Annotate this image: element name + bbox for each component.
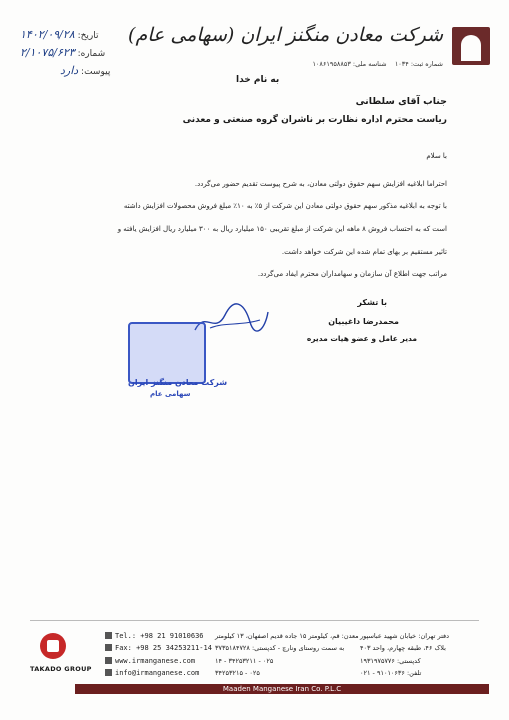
closing: با تشکر [357,298,387,307]
phone-icon [105,632,112,639]
footer-divider [30,620,479,621]
paragraph-4: تاثیر مستقیم بر بهای تمام شده این شرکت خواهد داشت. [281,248,447,256]
company-name: شرکت معادن منگنز ایران (سهامی عام) [128,24,443,46]
attachment-field [60,64,110,77]
national-id: شناسه ملی: ۱۰۸۶۱۹۵۸۸۵۳ [312,60,387,68]
globe-icon [105,657,112,664]
takado-label: TAKADO GROUP [30,665,92,673]
mine-fax: ۰۲۵ - ۳۴۲۵۳۲۱۵ [215,669,260,677]
footer-fax: Fax: +98 25 34253211-14 [105,644,212,652]
bismillah: به نام خدا [236,75,280,85]
takado-logo [40,633,66,659]
stamp-text-company: شرکت معادن منگنز ایران [128,378,228,387]
mine-address-1: معدن: قم، کیلومتر ۱۵ جاده قدیم اصفهان، ۱۳ کیلومتر [215,632,359,640]
mine-address-2: به سمت روستای ونارچ - کدپستی: ۳۷۳۵۱۸۴۷۲۸ [215,644,345,652]
number-label: شماره: [77,49,106,59]
company-stamp [128,322,206,384]
email-icon [105,669,112,676]
paragraph-3: است که به احتساب فروش ۸ ماهه این شرکت از مبلغ تقریبی ۱۵۰ میلیارد ریال به ۳۰۰ میلیارد ریال افزایش یافته و [117,225,447,233]
signer-title: مدیر عامل و عضو هیات مدیره [306,334,417,343]
signer-name: محمدرضا داغیبیان [328,317,399,326]
attachment-label: پیوست: [81,67,111,77]
number-value: ۲/۱۰۷۵/۶۲۳ [20,46,75,59]
fax-icon [105,644,112,651]
greeting: با سلام [426,152,447,160]
date-value: ۱۴۰۲/۰۹/۲۸ [20,28,75,41]
footer-company-bar: Maaden Manganese Iran Co. P.L.C [75,684,489,694]
date-label: تاریخ: [77,31,99,41]
recipient: جناب آقای سلطانی [355,96,447,107]
footer-email[interactable]: info@irmanganese.com [105,669,199,677]
footer-tel: Tel.: +98 21 91010636 [105,632,204,640]
registration-number: شماره ثبت: ۱۰۳۴ [394,60,443,68]
tehran-address-1: دفتر تهران: خیابان شهید عباسپور [360,632,450,640]
footer-web[interactable]: www.irmanganese.com [105,657,195,665]
paragraph-2: با توجه به ابلاغیه مذکور سهم حقوق دولتی معادن این شرکت از ۵٪ به ۱۰٪ مبلغ فروش محصولات افزایش داشته [123,202,447,210]
paragraph-5: مراتب جهت اطلاع آن سازمان و سهامداران محترم ایفاد می‌گردد. [257,270,447,278]
mine-phone: ۰۲۵ - ۳۴۲۵۳۲۱۱ - ۱۴ [215,657,274,665]
tehran-address-2: بلاک ۴۶، طبقه چهارم، واحد ۴۰۳ [360,644,446,652]
recipient-title: ریاست محترم اداره نظارت بر ناشران گروه صنعتی و معدنی [182,115,447,125]
date-field [20,28,99,41]
company-ids [312,60,443,68]
number-field [20,46,105,59]
stamp-text-type: سهامی عام [150,390,191,398]
company-logo [452,27,490,65]
paragraph-1: احتراما ابلاغیه افزایش سهم حقوق دولتی معادن، به شرح پیوست تقدیم حضور می‌گردد. [194,180,447,188]
attachment-value: دارد [60,64,79,77]
tehran-postal: کدپستی: ۱۹۳۱۹۷۵۷۷۶ [360,657,421,665]
tehran-phone: تلفن: ۹۱۰۱۰۶۳۶ - ۰۲۱ [360,669,422,677]
